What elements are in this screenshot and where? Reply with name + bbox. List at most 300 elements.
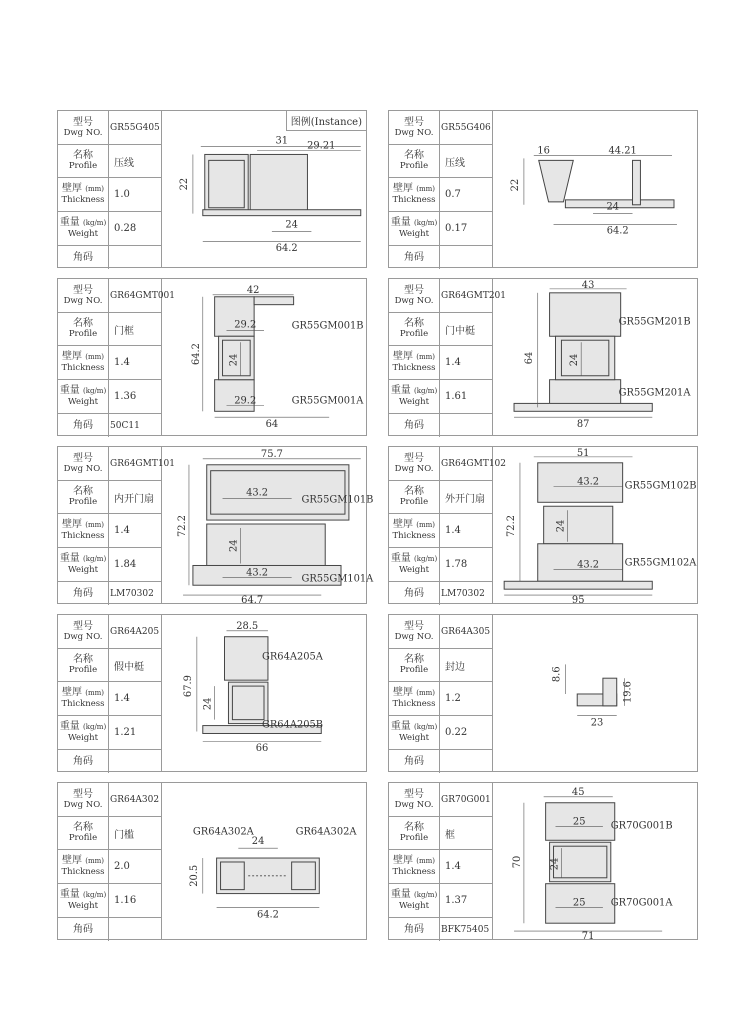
dimension-label: 24 bbox=[251, 836, 265, 848]
spec-table bbox=[58, 279, 176, 435]
profile-drawing bbox=[493, 615, 697, 771]
spec-label bbox=[58, 850, 109, 883]
label-cn: 型号 bbox=[73, 788, 93, 800]
label-cn: 名称 bbox=[404, 822, 424, 833]
spec-value: GR55G405 bbox=[110, 122, 160, 133]
label-en: Dwg NO. bbox=[394, 631, 434, 642]
profile-drawing bbox=[162, 447, 374, 606]
dimension-label: 64.2 bbox=[190, 343, 202, 366]
spec-row bbox=[58, 346, 161, 380]
label-cn: 名称 bbox=[73, 822, 93, 833]
spec-value: 封边 bbox=[445, 661, 465, 673]
spec-label bbox=[58, 750, 109, 773]
dimension-label: 29.2 bbox=[234, 395, 257, 407]
spec-row bbox=[389, 716, 492, 750]
spec-row bbox=[58, 414, 161, 437]
label-en: Dwg NO. bbox=[394, 463, 434, 474]
label-cn: 壁厚 (mm) bbox=[62, 855, 104, 866]
label-en: Dwg NO. bbox=[63, 631, 103, 642]
spec-value: 压线 bbox=[114, 157, 134, 169]
spec-label bbox=[58, 649, 109, 681]
dimension-label: 64.7 bbox=[241, 595, 264, 606]
spec-label bbox=[58, 783, 109, 816]
profile-card bbox=[388, 614, 698, 772]
profile-card bbox=[57, 782, 367, 940]
dimension-label: 64 bbox=[523, 351, 535, 365]
spec-row bbox=[389, 783, 492, 817]
label-en: Dwg NO. bbox=[63, 127, 103, 138]
spec-value: 1.78 bbox=[445, 559, 468, 570]
label-cn: 重量 (kg/m) bbox=[390, 217, 438, 228]
spec-value: GR64GMT001 bbox=[110, 290, 176, 301]
dimension-label: 24 bbox=[606, 201, 620, 213]
spec-label bbox=[58, 918, 109, 941]
label-en: Profile bbox=[399, 329, 429, 339]
label-cn: 名称 bbox=[404, 486, 424, 497]
spec-row bbox=[58, 111, 161, 145]
label-cn: 壁厚 (mm) bbox=[62, 183, 104, 194]
spec-row bbox=[389, 682, 492, 716]
spec-row bbox=[58, 615, 161, 649]
label-cn: 壁厚 (mm) bbox=[62, 519, 104, 530]
spec-value: 1.4 bbox=[445, 357, 461, 368]
spec-table bbox=[58, 783, 162, 939]
spec-value: 门槛 bbox=[114, 829, 134, 841]
spec-row bbox=[389, 817, 492, 850]
spec-label bbox=[58, 582, 109, 605]
profile-drawing bbox=[493, 111, 697, 267]
spec-row bbox=[58, 850, 161, 884]
spec-row bbox=[58, 884, 161, 918]
dimension-label: 24 bbox=[228, 353, 240, 367]
label-en: Weight bbox=[67, 733, 99, 743]
spec-value: 1.0 bbox=[114, 189, 130, 200]
spec-table bbox=[389, 447, 507, 603]
spec-row bbox=[389, 414, 492, 437]
label-cn: 壁厚 (mm) bbox=[62, 351, 104, 362]
dimension-label: 72.2 bbox=[506, 515, 518, 537]
profile-card bbox=[57, 110, 367, 268]
label-cn: 壁厚 (mm) bbox=[393, 855, 435, 866]
spec-value bbox=[109, 246, 161, 269]
label-cn: 型号 bbox=[404, 452, 424, 464]
dimension-label: 64.2 bbox=[275, 243, 298, 255]
spec-row bbox=[389, 246, 492, 269]
spec-value: 0.28 bbox=[114, 223, 137, 234]
spec-row bbox=[58, 750, 161, 773]
label-en: Thickness bbox=[392, 363, 436, 373]
label-cn: 型号 bbox=[404, 284, 424, 296]
spec-row bbox=[58, 178, 161, 212]
spec-value: GR64A302 bbox=[110, 794, 160, 805]
label-en: Dwg NO. bbox=[394, 295, 434, 306]
part-code: GR55GM101A bbox=[301, 573, 374, 585]
dimension-label: 42 bbox=[246, 284, 260, 296]
label-en: Dwg NO. bbox=[63, 463, 103, 474]
spec-row bbox=[58, 649, 161, 682]
part-code: GR55GM001B bbox=[291, 320, 364, 332]
spec-value: GR64GMT201 bbox=[441, 290, 507, 301]
spec-label bbox=[389, 514, 440, 547]
dimension-label: 25 bbox=[572, 897, 586, 909]
spec-row bbox=[58, 246, 161, 269]
label-cn: 重量 (kg/m) bbox=[59, 721, 107, 732]
spec-row bbox=[389, 380, 492, 414]
spec-value bbox=[440, 246, 492, 269]
spec-label bbox=[389, 380, 440, 413]
spec-label bbox=[58, 884, 109, 917]
spec-label bbox=[58, 615, 109, 648]
spec-value: 1.4 bbox=[114, 693, 130, 704]
dimension-label: 43.2 bbox=[577, 476, 600, 488]
spec-row bbox=[58, 682, 161, 716]
label-cn: 重量 (kg/m) bbox=[390, 889, 438, 900]
spec-row bbox=[389, 346, 492, 380]
spec-value: 0.7 bbox=[445, 189, 461, 200]
profile-card bbox=[388, 446, 698, 604]
spec-value bbox=[440, 750, 492, 773]
label-cn: 壁厚 (mm) bbox=[393, 351, 435, 362]
spec-table bbox=[389, 783, 493, 939]
spec-value: 1.21 bbox=[114, 727, 137, 738]
label-cn: 重量 (kg/m) bbox=[59, 889, 107, 900]
spec-value: 1.37 bbox=[445, 895, 468, 906]
spec-table bbox=[389, 615, 493, 771]
label-cn: 角码 bbox=[73, 924, 93, 935]
part-code: GR55GM001A bbox=[291, 395, 364, 407]
spec-row bbox=[58, 212, 161, 246]
spec-value bbox=[109, 918, 161, 941]
label-en: Profile bbox=[68, 833, 98, 843]
spec-row bbox=[389, 750, 492, 773]
spec-value: 1.4 bbox=[445, 861, 461, 872]
spec-row bbox=[58, 918, 161, 941]
dimension-label: 67.9 bbox=[182, 675, 194, 698]
spec-label bbox=[389, 582, 440, 605]
label-en: Weight bbox=[67, 901, 99, 911]
label-cn: 重量 (kg/m) bbox=[390, 721, 438, 732]
spec-row bbox=[58, 481, 161, 514]
part-code: GR55GM201B bbox=[618, 316, 691, 328]
spec-label bbox=[389, 447, 440, 480]
profile-drawing bbox=[162, 111, 366, 267]
spec-value: LM70302 bbox=[110, 588, 154, 599]
label-en: Thickness bbox=[61, 363, 105, 373]
spec-value: 1.4 bbox=[445, 525, 461, 536]
spec-value: 假中梃 bbox=[114, 661, 144, 673]
spec-table bbox=[58, 615, 162, 771]
dimension-label: 28.5 bbox=[236, 620, 259, 632]
label-cn: 角码 bbox=[404, 252, 424, 263]
dimension-label: 16 bbox=[537, 145, 550, 157]
profile-card bbox=[388, 110, 698, 268]
dimension-label: 43.2 bbox=[246, 487, 269, 499]
label-en: Dwg NO. bbox=[394, 799, 434, 810]
spec-label bbox=[389, 313, 440, 345]
spec-value bbox=[440, 414, 492, 437]
spec-label bbox=[58, 548, 109, 581]
instance-label: 图例(Instance) bbox=[286, 111, 366, 131]
spec-label bbox=[58, 111, 109, 144]
part-code: GR64A205A bbox=[262, 651, 323, 663]
spec-row bbox=[58, 817, 161, 850]
dimension-label: 64 bbox=[265, 419, 279, 431]
spec-row bbox=[389, 615, 492, 649]
dimension-label: 43.2 bbox=[577, 559, 600, 571]
spec-value: 0.22 bbox=[445, 727, 468, 738]
dimension-label: 64.2 bbox=[256, 909, 279, 921]
spec-row bbox=[389, 918, 492, 941]
spec-value: 内开门扇 bbox=[114, 493, 154, 505]
spec-label bbox=[58, 414, 109, 437]
label-cn: 壁厚 (mm) bbox=[393, 519, 435, 530]
dimension-label: 45 bbox=[571, 786, 585, 798]
label-en: Weight bbox=[398, 565, 430, 575]
spec-label bbox=[58, 313, 109, 345]
dimension-label: 24 bbox=[555, 519, 567, 533]
label-cn: 型号 bbox=[73, 620, 93, 632]
label-cn: 型号 bbox=[404, 788, 424, 800]
spec-row bbox=[389, 850, 492, 884]
profile-card bbox=[57, 278, 367, 436]
spec-row bbox=[58, 145, 161, 178]
label-en: Profile bbox=[68, 497, 98, 507]
profile-drawing bbox=[493, 279, 697, 435]
label-en: Profile bbox=[399, 161, 429, 171]
label-en: Profile bbox=[68, 329, 98, 339]
dimension-label: 87 bbox=[576, 419, 590, 431]
spec-value: 2.0 bbox=[114, 861, 130, 872]
spec-row bbox=[58, 447, 176, 481]
dimension-label: 24 bbox=[569, 353, 581, 367]
spec-row bbox=[58, 313, 161, 346]
dimension-label: 51 bbox=[576, 447, 590, 459]
label-cn: 壁厚 (mm) bbox=[393, 687, 435, 698]
spec-table bbox=[58, 111, 162, 267]
spec-label bbox=[389, 884, 440, 917]
part-code: GR55GM101B bbox=[301, 494, 374, 506]
part-code: GR70G001A bbox=[610, 897, 673, 909]
spec-value: 0.17 bbox=[445, 223, 468, 234]
spec-value: BFK75405 bbox=[441, 924, 490, 935]
profile-card bbox=[57, 446, 374, 606]
dimension-label: 70 bbox=[511, 855, 523, 869]
spec-row bbox=[389, 212, 492, 246]
label-cn: 重量 (kg/m) bbox=[390, 553, 438, 564]
spec-row bbox=[389, 884, 492, 918]
spec-value: 1.16 bbox=[114, 895, 137, 906]
spec-row bbox=[389, 447, 507, 481]
spec-label bbox=[389, 548, 440, 581]
spec-value: 门中梃 bbox=[445, 325, 475, 337]
spec-row bbox=[58, 582, 161, 605]
profile-drawing bbox=[162, 615, 366, 771]
label-cn: 名称 bbox=[73, 486, 93, 497]
part-code: GR55GM201A bbox=[618, 387, 691, 399]
spec-table bbox=[389, 279, 507, 435]
label-cn: 名称 bbox=[73, 318, 93, 329]
label-cn: 型号 bbox=[73, 284, 93, 296]
dimension-label: 24 bbox=[549, 857, 561, 871]
spec-row bbox=[58, 716, 161, 750]
dimension-label: 22 bbox=[509, 178, 521, 192]
spec-row bbox=[389, 111, 492, 145]
spec-label bbox=[389, 279, 440, 312]
dimension-label: 20.5 bbox=[188, 864, 200, 887]
spec-value: GR64GMT101 bbox=[110, 458, 176, 469]
label-cn: 角码 bbox=[73, 588, 93, 599]
spec-value: 1.36 bbox=[114, 391, 137, 402]
spec-row bbox=[389, 145, 492, 178]
label-en: Weight bbox=[398, 901, 430, 911]
dimension-label: 31 bbox=[275, 135, 289, 147]
dimension-label: 19.6 bbox=[622, 681, 634, 703]
dimension-label: 25 bbox=[572, 816, 586, 828]
spec-value: 1.2 bbox=[445, 693, 461, 704]
label-en: Profile bbox=[399, 665, 429, 675]
spec-table bbox=[389, 111, 493, 267]
dimension-label: 22 bbox=[178, 177, 190, 191]
profile-card bbox=[388, 782, 698, 940]
label-cn: 壁厚 (mm) bbox=[62, 687, 104, 698]
spec-row bbox=[389, 649, 492, 682]
label-en: Thickness bbox=[61, 699, 105, 709]
label-en: Weight bbox=[398, 397, 430, 407]
spec-label bbox=[389, 649, 440, 681]
spec-value: 1.61 bbox=[445, 391, 468, 402]
spec-label bbox=[58, 481, 109, 513]
label-cn: 名称 bbox=[404, 318, 424, 329]
spec-label bbox=[389, 850, 440, 883]
spec-value: 1.4 bbox=[114, 525, 130, 536]
spec-label bbox=[389, 414, 440, 437]
dimension-label: 72.2 bbox=[177, 515, 189, 537]
dimension-label: 29.21 bbox=[307, 140, 336, 152]
dimension-label: 64.2 bbox=[606, 225, 629, 237]
spec-label bbox=[389, 615, 440, 648]
spec-row bbox=[389, 279, 507, 313]
part-code: GR64A302A bbox=[192, 826, 254, 838]
spec-row bbox=[58, 548, 161, 582]
profile-card bbox=[57, 614, 367, 772]
label-en: Thickness bbox=[392, 195, 436, 205]
dimension-label: 43 bbox=[581, 279, 595, 291]
label-cn: 型号 bbox=[404, 620, 424, 632]
spec-label bbox=[58, 145, 109, 177]
spec-label bbox=[389, 918, 440, 941]
label-cn: 名称 bbox=[73, 654, 93, 665]
spec-label bbox=[389, 481, 440, 513]
label-cn: 名称 bbox=[404, 150, 424, 161]
spec-label bbox=[389, 111, 440, 144]
spec-value: GR70G001 bbox=[441, 794, 491, 805]
label-cn: 角码 bbox=[404, 588, 424, 599]
label-en: Profile bbox=[399, 833, 429, 843]
spec-value: GR64A205 bbox=[110, 626, 160, 637]
label-cn: 壁厚 (mm) bbox=[393, 183, 435, 194]
spec-label bbox=[58, 682, 109, 715]
dimension-label: 8.6 bbox=[551, 666, 563, 683]
label-cn: 角码 bbox=[404, 924, 424, 935]
label-en: Thickness bbox=[61, 867, 105, 877]
spec-row bbox=[389, 582, 492, 605]
part-code: GR55GM102B bbox=[624, 480, 697, 492]
spec-label bbox=[58, 380, 109, 413]
dimension-label: 23 bbox=[590, 717, 604, 729]
label-cn: 型号 bbox=[73, 452, 93, 464]
spec-row bbox=[389, 548, 492, 582]
label-en: Weight bbox=[398, 229, 430, 239]
spec-row bbox=[58, 279, 176, 313]
label-cn: 角码 bbox=[73, 756, 93, 767]
spec-value: GR64A305 bbox=[441, 626, 491, 637]
profile-card bbox=[388, 278, 698, 436]
label-en: Dwg NO. bbox=[63, 799, 103, 810]
label-cn: 重量 (kg/m) bbox=[390, 385, 438, 396]
label-en: Weight bbox=[67, 229, 99, 239]
spec-label bbox=[389, 783, 440, 816]
spec-label bbox=[58, 817, 109, 849]
spec-row bbox=[389, 178, 492, 212]
label-cn: 角码 bbox=[404, 756, 424, 767]
label-cn: 名称 bbox=[73, 150, 93, 161]
label-cn: 角码 bbox=[404, 420, 424, 431]
spec-label bbox=[389, 246, 440, 269]
label-en: Thickness bbox=[61, 195, 105, 205]
spec-value: 1.4 bbox=[114, 357, 130, 368]
dimension-label: 71 bbox=[581, 931, 595, 942]
label-cn: 名称 bbox=[404, 654, 424, 665]
part-code: GR64A302A bbox=[295, 826, 357, 838]
spec-label bbox=[389, 750, 440, 773]
spec-label bbox=[58, 178, 109, 211]
label-en: Profile bbox=[68, 665, 98, 675]
spec-label bbox=[58, 514, 109, 547]
dimension-label: 95 bbox=[571, 595, 585, 606]
part-code: GR70G001B bbox=[610, 820, 673, 832]
label-cn: 角码 bbox=[73, 420, 93, 431]
dimension-label: 44.21 bbox=[608, 145, 637, 157]
label-cn: 角码 bbox=[73, 252, 93, 263]
spec-label bbox=[58, 279, 109, 312]
label-en: Dwg NO. bbox=[63, 295, 103, 306]
spec-value: 50C11 bbox=[110, 420, 140, 431]
spec-value: 1.84 bbox=[114, 559, 137, 570]
spec-label bbox=[389, 682, 440, 715]
label-en: Profile bbox=[68, 161, 98, 171]
spec-label bbox=[58, 246, 109, 269]
spec-label bbox=[389, 716, 440, 749]
spec-table bbox=[58, 447, 176, 603]
dimension-label: 24 bbox=[202, 697, 214, 711]
part-code: GR64A205B bbox=[262, 719, 324, 731]
label-cn: 重量 (kg/m) bbox=[59, 385, 107, 396]
label-cn: 重量 (kg/m) bbox=[59, 553, 107, 564]
dimension-label: 66 bbox=[255, 743, 269, 755]
spec-row bbox=[58, 380, 161, 414]
spec-row bbox=[389, 481, 492, 514]
spec-label bbox=[389, 817, 440, 849]
label-en: Profile bbox=[399, 497, 429, 507]
spec-label bbox=[389, 346, 440, 379]
dimension-label: 24 bbox=[285, 219, 298, 231]
label-en: Weight bbox=[398, 733, 430, 743]
spec-value: GR55G406 bbox=[441, 122, 491, 133]
spec-row bbox=[58, 783, 161, 817]
spec-value: LM70302 bbox=[441, 588, 485, 599]
dimension-label: 29.2 bbox=[234, 319, 257, 331]
label-en: Thickness bbox=[392, 867, 436, 877]
